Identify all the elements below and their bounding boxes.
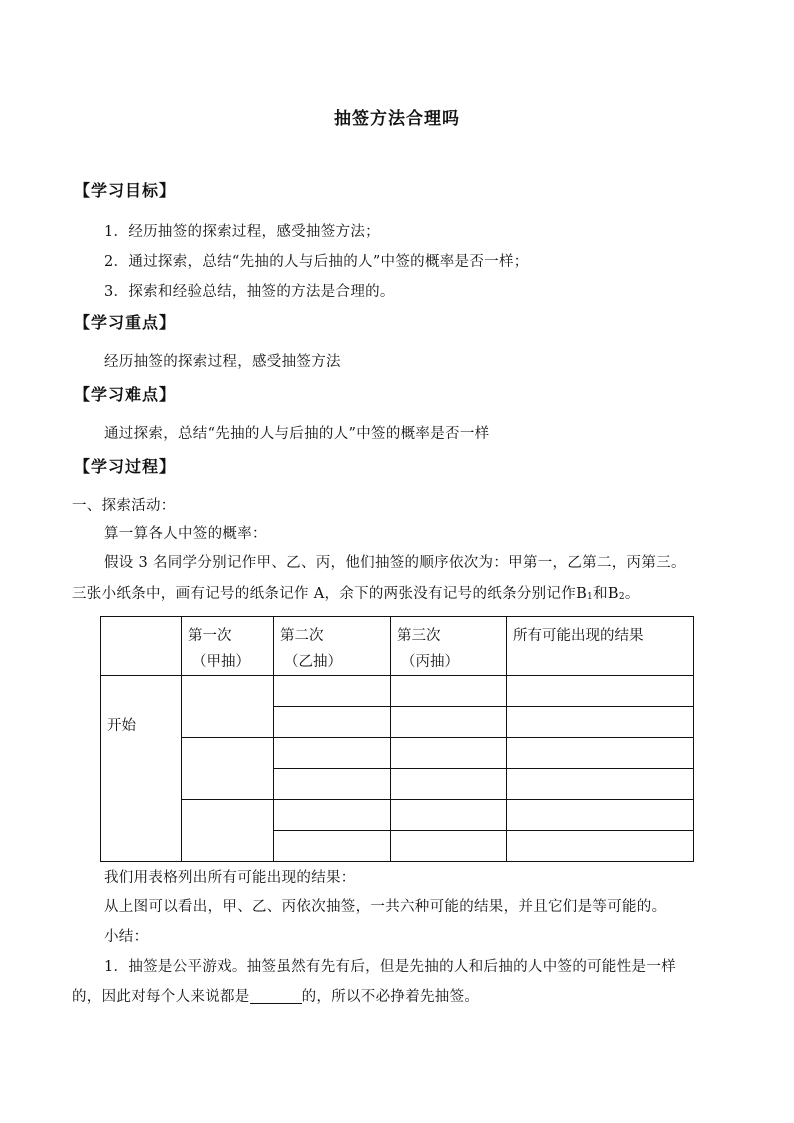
header-cell-results: 所有可能出现的结果 [507,617,694,676]
result-cell [507,800,694,831]
third-draw-cell [391,800,507,831]
and-word: 和 [593,586,608,602]
second-draw-cell [274,769,391,800]
result-cell [507,769,694,800]
second-draw-cell [274,831,391,862]
paragraph-1: 假设 3 名同学分别记作甲、乙、丙，他们抽签的顺序依次为：甲第一，乙第二，丙第三。 [104,555,686,571]
second-draw-cell [274,676,391,707]
paper-b2: B2 [607,586,625,602]
result-cell [507,707,694,738]
objective-item: 1．经历抽签的探索过程，感受抽签方法； [104,224,380,240]
table-row [101,676,694,707]
paragraph-2-text: 三张小纸条中，画有记号的纸条记作 A，余下的两张没有记号的纸条分别记作 [72,586,577,602]
second-draw-cell [274,738,391,769]
page-title: 抽签方法合理吗 [334,109,460,129]
third-draw-cell [391,707,507,738]
difficulties-heading: 【学习难点】 [74,385,177,404]
second-draw-cell [274,707,391,738]
table-row [101,800,694,831]
first-draw-cell [182,800,274,862]
process-heading: 【学习过程】 [74,457,177,476]
result-cell [507,676,694,707]
third-draw-cell [391,831,507,862]
result-cell [507,831,694,862]
result-cell [507,738,694,769]
summary-label: 小结： [104,929,149,945]
calc-label: 算一算各人中签的概率： [104,526,267,542]
third-draw-cell [391,738,507,769]
outcome-table [100,616,694,862]
summary-line-2: 的，因此对每个人来说都是 的，所以不必挣着先抽签。 [72,989,480,1005]
second-draw-cell [274,800,391,831]
objectives-heading: 【学习目标】 [74,181,177,200]
after-table-line-1: 我们用表格列出所有可能出现的结果： [104,870,356,886]
header-cell-second: 第二次 （乙抽） [274,617,391,676]
third-draw-cell [391,769,507,800]
header-cell-first: 第一次 （甲抽） [182,617,274,676]
third-draw-cell [391,676,507,707]
paragraph-2: 三张小纸条中，画有记号的纸条记作 A，余下的两张没有记号的纸条分别记作B1和B2。 [72,586,640,602]
key-points-text: 经历抽签的探索过程，感受抽签方法 [104,354,341,370]
difficulties-text: 通过探索，总结“先抽的人与后抽的人”中签的概率是否一样 [104,426,490,442]
start-cell: 开始 [101,676,182,862]
header-cell-third: 第三次 （丙抽） [391,617,507,676]
objective-item: 3．探索和经验总结，抽签的方法是合理的。 [104,284,395,300]
header-cell-empty [101,617,182,676]
key-points-heading: 【学习重点】 [74,313,177,332]
table-row [101,738,694,769]
objective-item: 2．通过探索，总结“先抽的人与后抽的人”中签的概率是否一样； [104,254,529,270]
activity-label: 一、探索活动： [72,498,176,514]
first-draw-cell [182,738,274,800]
summary-line-1: 1．抽签是公平游戏。抽签虽然有先有后，但是先抽的人和后抽的人中签的可能性是一样 [104,959,676,975]
paper-b1: B1 [576,586,594,602]
fill-in-blank [250,989,302,1004]
first-draw-cell [182,676,274,738]
after-table-line-2: 从上图可以看出，甲、乙、丙依次抽签，一共六种可能的结果，并且它们是等可能的。 [104,899,667,915]
table-header-row [101,617,694,676]
